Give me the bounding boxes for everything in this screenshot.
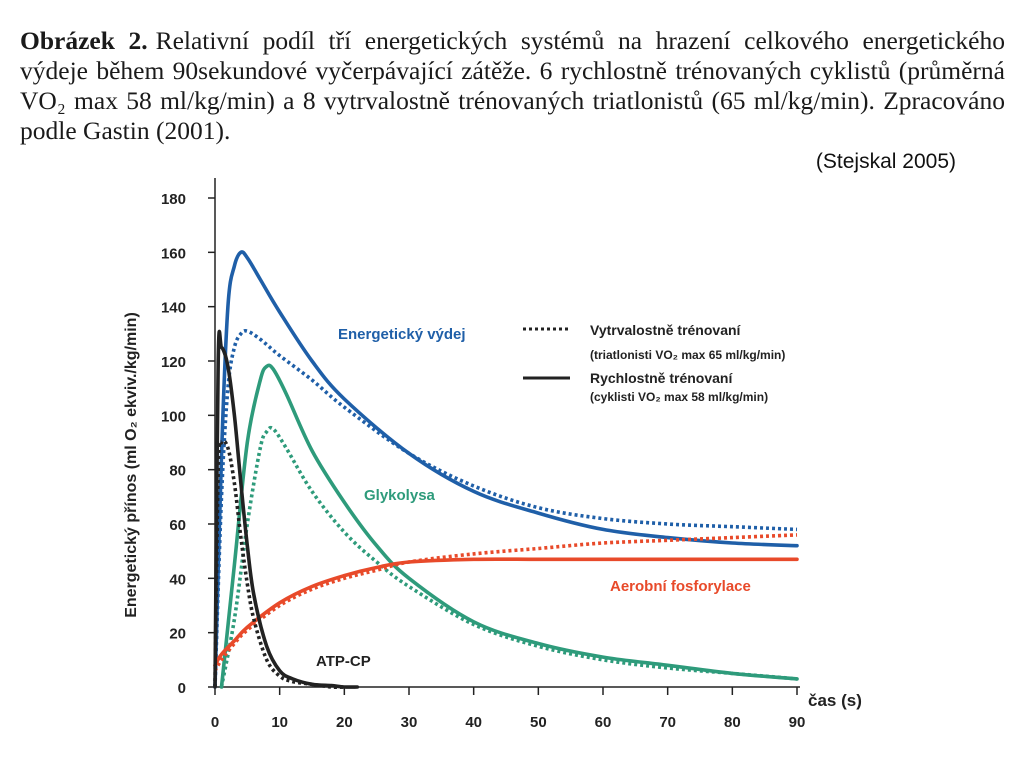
- caption-text: Relativní podíl tří energetických systémů na hrazení celkového energetického výdeje během 90sekundové vyčerpávající zátěže. 6 rychlostně trénovaných cyklistů (průměrná VO₂ max 58 ml/kg/min) a 8 vytrvalostně trénovaných triatlonistů (65 ml/kg/min). Zpracováno podle Gastin (2001).: [20, 26, 1006, 145]
- y-tick-label: 40: [169, 571, 186, 589]
- legend-item-sprint: Rychlostně trénovaní: [590, 370, 733, 386]
- y-tick-label: 80: [169, 462, 186, 480]
- legend-item-endurance-detail: (triatlonisti VO₂ max 65 ml/kg/min): [590, 348, 786, 362]
- x-ticks: [211, 687, 806, 731]
- y-ticks: [161, 191, 215, 697]
- x-tick-label: 0: [210, 714, 220, 731]
- x-tick-label: 30: [400, 714, 418, 731]
- y-tick-label: 160: [160, 245, 186, 263]
- annotation-glykolysa: Glykolysa: [364, 487, 435, 504]
- legend-item-sprint-detail: (cyklisti VO₂ max 58 ml/kg/min): [590, 390, 769, 404]
- y-tick-label: 20: [169, 625, 186, 643]
- y-tick-label: 60: [169, 517, 186, 534]
- y-tick-label: 120: [160, 354, 186, 371]
- x-axis-label: čas (s): [808, 691, 862, 710]
- series-line-aerobni-fosforylace-dotted: [215, 535, 797, 671]
- legend: [523, 322, 785, 404]
- annotation-aerobni-fosforylace: Aerobní fosforylace: [610, 578, 751, 595]
- y-tick-label: 140: [160, 299, 186, 317]
- series-line-energeticky-vydej-solid: [215, 252, 797, 687]
- series-line-glykolysa-dotted: [222, 428, 798, 687]
- x-tick-label: 20: [335, 714, 353, 731]
- series-line-aerobni-fosforylace-solid: [215, 559, 797, 665]
- x-tick-label: 50: [529, 714, 547, 731]
- y-tick-label: 0: [177, 680, 186, 697]
- legend-item-endurance: Vytrvalostně trénovaní: [590, 322, 741, 338]
- annotation-atp-cp: ATP-CP: [316, 653, 371, 670]
- series-line-glykolysa-solid: [222, 365, 798, 687]
- x-tick-label: 90: [788, 714, 806, 731]
- x-tick-label: 40: [465, 714, 483, 731]
- y-axis-label: Energetický přínos (ml O₂ ekviv./kg/min): [123, 312, 140, 618]
- y-tick-label: 180: [160, 191, 186, 208]
- source-note: (Stejskal 2005): [815, 150, 956, 173]
- series-layer: [215, 252, 797, 687]
- x-tick-label: 80: [723, 714, 741, 731]
- y-tick-label: 100: [160, 408, 186, 426]
- x-tick-label: 70: [659, 714, 677, 731]
- x-tick-label: 60: [594, 714, 612, 731]
- annotation-energeticky-vydej: Energetický výdej: [338, 326, 466, 343]
- x-tick-label: 10: [271, 714, 289, 731]
- figure-label: Obrázek 2.: [20, 26, 148, 55]
